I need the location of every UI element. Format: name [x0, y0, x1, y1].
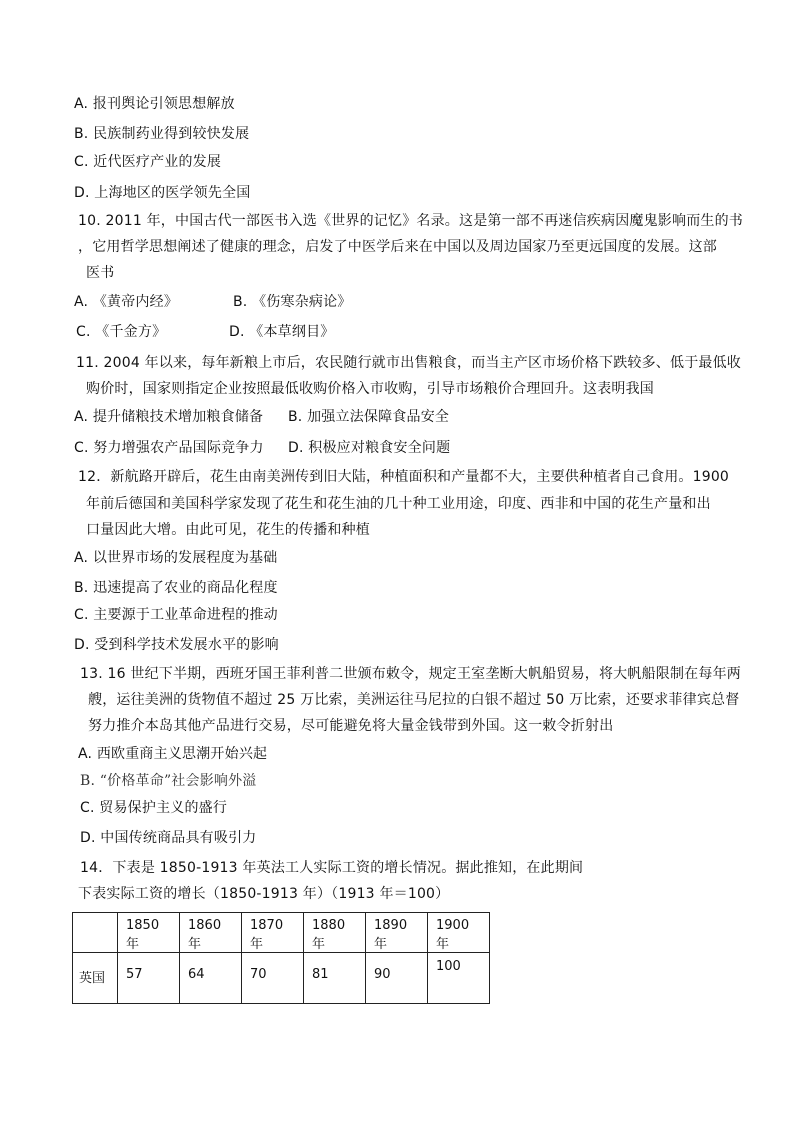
q12-stem-line2: 年前后德国和美国科学家发现了花生和花生油的几十种工业用途，印度、西非和中国的花生产量和出 [86, 496, 711, 512]
q12-stem-line1: 12．新航路开辟后，花生由南美洲传到旧大陆，种植面积和产量都不大，主要供种植者自己食用。1900 [78, 469, 730, 485]
q11-stem-line2: 购价时，国家则指定企业按照最低收购价格入市收购，引导市场粮价合理回升。这表明我国 [86, 381, 654, 397]
q12-option-d: D. 受到科学技术发展水平的影响 [74, 637, 279, 653]
q14-stem-line1: 14．下表是 1850-1913 年英法工人实际工资的增长情况。据此推知，在此期间 [80, 860, 584, 876]
q13-option-a: A. 西欧重商主义思潮开始兴起 [78, 746, 268, 762]
wage-table-value-cell: 64 [180, 953, 242, 1004]
wage-table-corner-cell [73, 913, 118, 953]
wage-table-value-cell: 100 [428, 953, 490, 1004]
q11-option-d: D. 积极应对粮食安全问题 [288, 440, 451, 456]
q11-option-c: C. 努力增强农产品国际竞争力 [74, 440, 264, 456]
q12-stem-line3: 口量因此大增。由此可见，花生的传播和种植 [86, 522, 370, 538]
q10-option-c: C. 《千金方》 [76, 324, 167, 340]
q10-stem-line3: 医书 [86, 265, 115, 281]
q12-option-a: A. 以世界市场的发展程度为基础 [74, 550, 278, 566]
wage-table-value-cell: 81 [304, 953, 366, 1004]
q13-option-d: D. 中国传统商品具有吸引力 [80, 830, 257, 846]
q9-option-d: D. 上海地区的医学领先全国 [74, 185, 251, 201]
wage-table-header-cell: 1890 年 [366, 913, 428, 953]
wage-table-header-cell: 1860 年 [180, 913, 242, 953]
wage-table-header-cell: 1900 年 [428, 913, 490, 953]
wage-table-header-row [73, 913, 490, 953]
q13-stem-line3: 努力推介本岛其他产品进行交易，尽可能避免将大量金钱带到外国。这一敕令折射出 [88, 718, 614, 734]
q13-stem-line2: 艘，运往美洲的货物值不超过 25 万比索，美洲运往马尼拉的白银不超过 50 万比索，还要求菲律宾总督 [88, 692, 740, 708]
q11-option-a: A. 提升储粮技术增加粮食储备 [74, 409, 264, 425]
q13-stem-line1: 13. 16 世纪下半期，西班牙国王菲利普二世颁布敕令，规定王室垄断大帆船贸易，将大帆船限制在每年两 [80, 666, 741, 682]
q13-option-b: B. “价格革命”社会影响外溢 [80, 773, 257, 789]
q9-option-c: C. 近代医疗产业的发展 [74, 154, 222, 170]
wage-table [72, 912, 490, 1004]
q10-option-b: B. 《伤寒杂病论》 [233, 294, 352, 310]
wage-table-header-cell: 1870 年 [242, 913, 304, 953]
q10-stem-line1: 10. 2011 年，中国古代一部医书入选《世界的记忆》名录。这是第一部不再迷信疾病因魔鬼影响而生的书 [78, 213, 743, 229]
wage-table-value-cell: 70 [242, 953, 304, 1004]
q12-option-c: C. 主要源于工业革命进程的推动 [74, 607, 278, 623]
wage-table-row-britain [73, 953, 490, 1004]
wage-table-value-cell: 57 [118, 953, 180, 1004]
q14-table-caption: 下表实际工资的增长（1850-1913 年）（1913 年＝100） [78, 886, 450, 902]
q10-option-d: D. 《本草纲目》 [229, 324, 335, 340]
wage-table-header-cell: 1850 年 [118, 913, 180, 953]
q12-option-b: B. 迅速提高了农业的商品化程度 [74, 580, 278, 596]
wage-table-row-label: 英国 [73, 953, 118, 1004]
q11-option-b: B. 加强立法保障食品安全 [288, 409, 450, 425]
q10-option-a: A. 《黄帝内经》 [74, 294, 179, 310]
q10-stem-line2: ，它用哲学思想阐述了健康的理念，启发了中医学后来在中国以及周边国家乃至更远国度的发展。这部 [78, 239, 717, 255]
wage-table-header-cell: 1880 年 [304, 913, 366, 953]
q9-option-b: B. 民族制药业得到较快发展 [74, 126, 250, 142]
q9-option-a: A. 报刊舆论引领思想解放 [74, 96, 235, 112]
q11-stem-line1: 11. 2004 年以来，每年新粮上市后，农民随行就市出售粮食，而当主产区市场价格下跌较多、低于最低收 [76, 355, 741, 371]
q13-option-c: C. 贸易保护主义的盛行 [80, 800, 228, 816]
wage-table-value-cell: 90 [366, 953, 428, 1004]
